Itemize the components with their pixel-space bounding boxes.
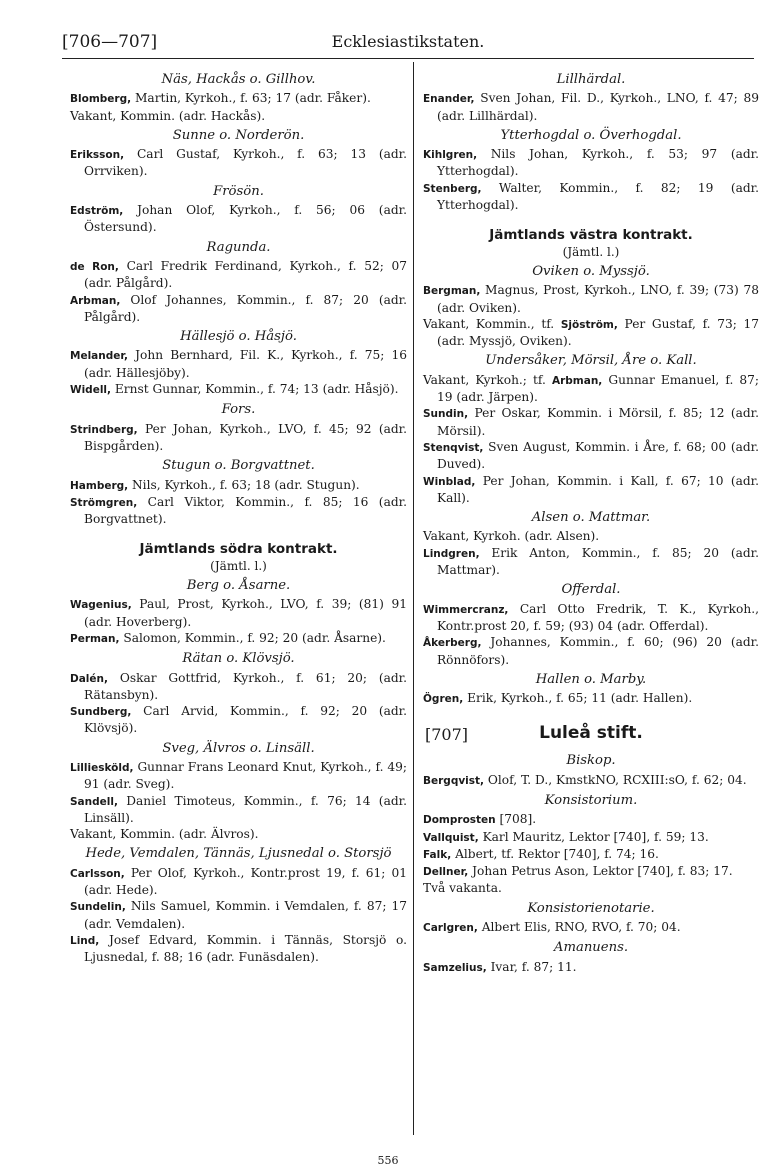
entry-details: Nils Samuel, Kommin. i Vemdalen, f. 87; 17 (adr. Vemdalen). <box>84 899 408 931</box>
clergy-entry <box>423 772 759 789</box>
surname: Lindgren, <box>423 547 480 560</box>
surname: Strindberg, <box>70 423 138 436</box>
page-range: [706—707] <box>62 32 158 52</box>
clergy-entry <box>70 90 407 107</box>
entry-details: Per Oskar, Kommin. i Mörsil, f. 85; 12 (adr. Mörsil). <box>437 406 760 438</box>
parish-heading: Alsen o. Mattmar. <box>531 510 651 526</box>
clergy-entry <box>70 630 407 647</box>
surname: Wagenius, <box>70 599 132 612</box>
clergy-entry: Vakant, Kommin. (adr. Älvros). <box>70 827 259 842</box>
entry-details: Albert Elis, RNO, RVO, f. 70; 04. <box>481 920 681 935</box>
clergy-entry <box>423 690 759 707</box>
left-column <box>70 68 407 966</box>
surname: Dalén, <box>70 672 108 685</box>
entry-details: Martin, Kyrkoh., f. 63; 17 (adr. Fåker). <box>134 91 371 106</box>
clergy-entry <box>423 146 759 180</box>
surname: Domprosten <box>423 814 496 827</box>
contract-subheading: (Jämtl. l.) <box>210 558 267 573</box>
clergy-entry <box>423 811 759 828</box>
parish-heading: Hallen o. Marby. <box>535 671 647 687</box>
clergy-entry <box>70 932 407 966</box>
contract-heading: Jämtlands västra kontrakt. <box>489 227 693 244</box>
running-title: Ecklesiastikstaten. <box>331 32 485 51</box>
surname: Sandell, <box>70 795 118 808</box>
clergy-entry <box>423 316 759 350</box>
clergy-entry <box>423 846 759 863</box>
surname: Sundelin, <box>70 901 126 914</box>
parish-heading: Fors. <box>221 402 256 418</box>
entry-details: Olof Johannes, Kommin., f. 87; 20 (adr. Pålgård). <box>84 292 408 324</box>
clergy-entry <box>70 202 407 236</box>
entry-details: Olof, T. D., KmstkNO, RCXIII:sO, f. 62; 04. <box>487 772 747 787</box>
surname: Bergman, <box>423 285 481 298</box>
parish-heading: Sunne o. Norderön. <box>172 127 305 143</box>
entry-details: Carl Arvid, Kommin., f. 92; 20 (adr. Klövsjö). <box>84 704 408 736</box>
entry-details: Vakant, Kyrkoh.; tf. <box>423 372 546 387</box>
entry-details: Per Olof, Kyrkoh., Kontr.prost 19, f. 61; 01 (adr. Hede). <box>84 865 407 898</box>
clergy-entry <box>70 596 407 630</box>
entry-details: Ernst Gunnar, Kommin., f. 74; 13 (adr. Håsjö). <box>114 382 399 397</box>
entry-details: Nils, Kyrkoh., f. 63; 18 (adr. Stugun). <box>132 477 360 492</box>
clergy-entry <box>70 898 407 932</box>
clergy-entry: Två vakanta. <box>423 881 502 896</box>
entry-details: Gunnar Emanuel, f. 87; 19 (adr. Järpen). <box>437 372 760 405</box>
clergy-entry <box>423 180 759 214</box>
parish-heading: Näs, Hackås o. Gillhov. <box>161 72 316 87</box>
entry-details: [708]. <box>499 812 537 827</box>
surname: Carlsson, <box>70 867 125 880</box>
entry-details: Ivar, f. 87; 11. <box>490 959 577 974</box>
surname: Widell, <box>70 384 112 397</box>
entry-details: Per Johan, Kyrkoh., LVO, f. 45; 92 (adr. Bispgården). <box>84 421 407 453</box>
surname: Lind, <box>70 934 100 947</box>
clergy-entry <box>70 146 407 180</box>
surname: Kihlgren, <box>423 149 478 162</box>
entry-details: Karl Mauritz, Lektor [740], f. 59; 13. <box>482 829 709 844</box>
surname: Winblad, <box>423 475 476 488</box>
column-divider <box>413 62 414 1135</box>
diocese-heading <box>423 725 759 747</box>
clergy-entry <box>423 601 759 635</box>
entry-details: Albert, tf. Rektor [740], f. 74; 16. <box>455 846 659 861</box>
surname: Falk, <box>423 848 452 861</box>
entry-details: Carl Viktor, Kommin., f. 85; 16 (adr. Borgvattnet). <box>84 494 407 527</box>
parish-heading: Frösön. <box>213 183 264 199</box>
entry-details: John Bernhard, Fil. K., Kyrkoh., f. 75; 16 (adr. Hällesjöby). <box>84 348 407 380</box>
clergy-entry <box>423 405 759 439</box>
clergy-entry <box>70 421 407 455</box>
contract-heading: Jämtlands södra kontrakt. <box>139 541 338 558</box>
office-heading: Konsistorienotarie. <box>527 900 655 916</box>
parish-heading: Hede, Vemdalen, Tännäs, Ljusnedal o. Storsjö <box>85 846 392 862</box>
surname: Strömgren, <box>70 496 138 509</box>
clergy-entry <box>70 477 407 494</box>
surname: Perman, <box>70 632 120 645</box>
clergy-entry: Vakant, Kommin. (adr. Hackås). <box>70 108 266 123</box>
entry-details: Nils Johan, Kyrkoh., f. 53; 97 (adr. Ytterhogdal). <box>437 147 760 179</box>
parish-heading: Oviken o. Myssjö. <box>532 263 650 279</box>
parish-heading: Undersåker, Mörsil, Åre o. Kall. <box>485 353 697 369</box>
surname: Bergqvist, <box>423 774 485 787</box>
diocese-page-ref: [707] <box>425 725 469 745</box>
entry-details: Walter, Kommin., f. 82; 19 (adr. Ytterhogdal). <box>437 180 759 213</box>
entry-details: Salomon, Kommin., f. 92; 20 (adr. Åsarne). <box>123 630 386 645</box>
surname: Sundin, <box>423 408 469 421</box>
entry-details: Erik Anton, Kommin., f. 85; 20 (adr. Mattmar). <box>437 545 760 578</box>
clergy-entry <box>423 959 759 976</box>
page-number: 556 <box>377 1154 399 1167</box>
diocese-title: Luleå stift. <box>539 723 643 744</box>
parish-heading: Lillhärdal. <box>556 72 626 87</box>
surname: Stenqvist, <box>423 441 484 454</box>
entry-details: Daniel Timoteus, Kommin., f. 76; 14 (adr. Linsäll). <box>84 793 407 825</box>
entry-details: Johannes, Kommin., f. 60; (96) 20 (adr. Rönnöfors). <box>437 635 760 667</box>
surname: Åkerberg, <box>423 637 482 650</box>
surname: Wimmercranz, <box>423 603 509 616</box>
entry-details: Josef Edvard, Kommin. i Tännäs, Storsjö o. Ljusnedal, f. 88; 16 (adr. Funäsdalen). <box>84 932 408 965</box>
clergy-entry <box>70 703 407 737</box>
surname: Stenberg, <box>423 182 482 195</box>
clergy-entry <box>423 919 759 936</box>
surname: Edström, <box>70 205 124 218</box>
clergy-entry <box>423 372 759 406</box>
surname: Arbman, <box>551 374 603 387</box>
parish-heading: Rätan o. Klövsjö. <box>182 651 295 667</box>
entry-details: Carl Gustaf, Kyrkoh., f. 63; 13 (adr. Orrviken). <box>84 147 407 179</box>
entry-details: Johan Olof, Kyrkoh., f. 56; 06 (adr. Östersund). <box>84 203 407 235</box>
parish-heading: Berg o. Åsarne. <box>186 578 291 594</box>
clergy-entry <box>70 865 407 899</box>
surname: Ögren, <box>423 693 464 706</box>
clergy-entry <box>423 545 759 579</box>
clergy-entry <box>70 793 407 827</box>
surname: Sundberg, <box>70 706 132 719</box>
clergy-entry <box>423 634 759 668</box>
clergy-entry <box>70 381 407 398</box>
clergy-entry <box>70 292 407 326</box>
surname: Sjöström, <box>560 318 618 331</box>
office-heading: Konsistorium. <box>544 792 638 808</box>
parish-heading: Sveg, Älvros o. Linsäll. <box>162 740 315 756</box>
entry-details: Gunnar Frans Leonard Knut, Kyrkoh., f. 49; 91 (adr. Sveg). <box>84 759 408 792</box>
parish-heading: Ragunda. <box>206 239 271 255</box>
surname: Eriksson, <box>70 149 125 162</box>
office-heading: Biskop. <box>566 753 616 769</box>
entry-details: Oskar Gottfrid, Kyrkoh., f. 61; 20; (adr. Rätansbyn). <box>84 670 407 702</box>
surname: Enander, <box>423 93 475 106</box>
surname: Carlgren, <box>423 922 478 935</box>
clergy-entry <box>423 863 759 880</box>
surname: Arbman, <box>70 294 121 307</box>
surname: Lilliesköld, <box>70 761 134 774</box>
clergy-entry <box>423 90 759 124</box>
clergy-entry <box>70 258 407 292</box>
entry-details: Erik, Kyrkoh., f. 65; 11 (adr. Hallen). <box>467 691 693 706</box>
entry-details: Johan Petrus Ason, Lektor [740], f. 83; 17. <box>472 864 733 879</box>
surname: Samzelius, <box>423 961 487 974</box>
entry-details: Per Gustaf, f. 73; 17 (adr. Myssjö, Oviken). <box>437 316 760 349</box>
surname: de Ron, <box>70 260 119 273</box>
contract-subheading: (Jämtl. l.) <box>562 244 620 259</box>
office-heading: Amanuens. <box>553 940 629 956</box>
entry-details: Sven August, Kommin. i Åre, f. 68; 00 (adr. Duved). <box>437 439 759 472</box>
clergy-entry <box>423 282 759 316</box>
clergy-entry <box>423 473 759 507</box>
entry-details: Sven Johan, Fil. D., Kyrkoh., LNO, f. 47; 89 (adr. Lillhärdal). <box>437 91 759 123</box>
parish-heading: Hällesjö o. Håsjö. <box>180 329 297 345</box>
surname: Vallquist, <box>423 831 479 844</box>
clergy-entry <box>423 829 759 846</box>
parish-heading: Ytterhogdal o. Överhogdal. <box>500 127 682 143</box>
clergy-entry <box>70 494 407 528</box>
entry-details: Magnus, Prost, Kyrkoh., LNO, f. 39; (73) 78 (adr. Oviken). <box>437 283 759 315</box>
surname: Hamberg, <box>70 479 129 492</box>
entry-details: Paul, Prost, Kyrkoh., LVO, f. 39; (81) 91 (adr. Hoverberg). <box>84 597 408 629</box>
surname: Dellner, <box>423 866 469 879</box>
entry-details: Per Johan, Kommin. i Kall, f. 67; 10 (adr. Kall). <box>437 473 760 505</box>
right-column <box>423 68 759 976</box>
entry-details: Carl Fredrik Ferdinand, Kyrkoh., f. 52; 07 (adr. Pålgård). <box>84 258 407 291</box>
parish-heading: Offerdal. <box>561 582 621 598</box>
clergy-entry <box>70 759 407 793</box>
surname: Blomberg, <box>70 93 132 106</box>
clergy-entry <box>70 670 407 704</box>
clergy-entry <box>70 347 407 381</box>
entry-details: Carl Otto Fredrik, T. K., Kyrkoh., Kontr.prost 20, f. 59; (93) 04 (adr. Offerdal). <box>437 601 759 633</box>
parish-heading: Stugun o. Borgvattnet. <box>162 458 315 474</box>
clergy-entry <box>423 439 759 473</box>
clergy-entry: Vakant, Kyrkoh. (adr. Alsen). <box>423 529 600 544</box>
entry-details: Vakant, Kommin., tf. <box>423 316 555 331</box>
header-rule <box>62 58 754 59</box>
surname: Melander, <box>70 350 128 363</box>
